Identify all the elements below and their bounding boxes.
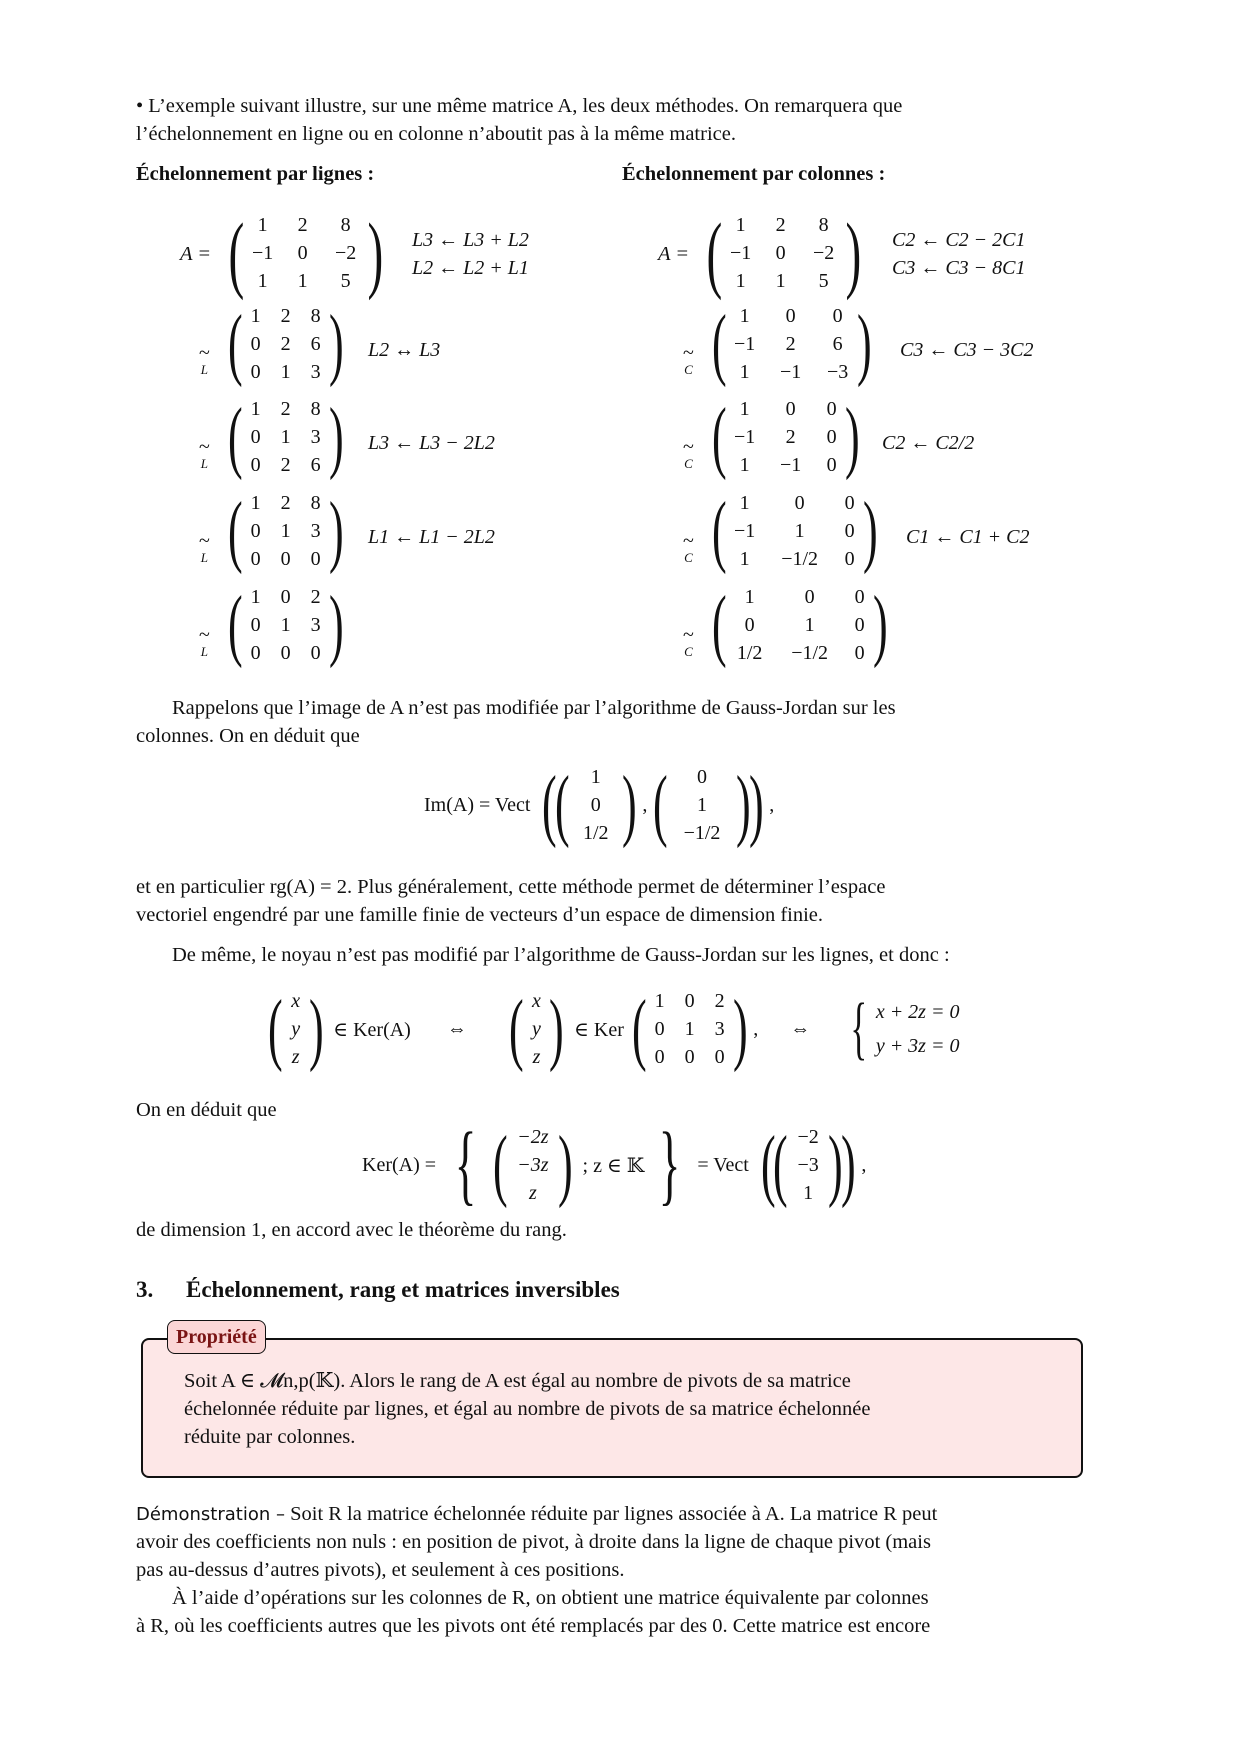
cols-title: Échelonnement par colonnes : (622, 163, 886, 185)
cols-a-eq: A = (658, 243, 690, 265)
proof-line-5: à R, où les coefficients autres que les pivots ont été remplacés par des 0. Cette matrice est encore (136, 1615, 931, 1637)
rows-matrix-1: ( 1 2 8 0 2 6 0 1 3 ) (227, 300, 344, 388)
cols-tilde-4: ~ C (683, 624, 694, 659)
rows-op-1: L2 ← L2 + L1 (412, 257, 529, 279)
rows-matrix-3: ( 1 2 8 0 1 3 0 0 0 ) (227, 487, 344, 575)
property-line-2: échelonnée réduite par lignes, et égal au nombre de pivots de sa matrice échelonnée (184, 1398, 871, 1420)
cols-matrix-2: ( 1 0 0 −1 2 0 1 −1 0 ) (711, 393, 860, 481)
rank-line-2: vectoriel engendré par une famille finie de vecteurs d’un espace de dimension finie. (136, 904, 824, 926)
section-number: 3. (136, 1277, 154, 1302)
section-title: Échelonnement, rang et matrices inversibles (186, 1277, 620, 1302)
cols-tilde-1: ~ C (683, 342, 694, 377)
proof-label: Démonstration – (136, 1504, 285, 1525)
rows-tilde-1: ~ L (199, 342, 210, 377)
rows-tilde-3: ~ L (199, 530, 210, 565)
cols-matrix-0: ( 1 2 8 −1 0 −2 1 1 5 ) (706, 205, 861, 301)
cols-op-3: C2 ← C2/2 (882, 432, 975, 454)
cols-tilde-2: ~ C (683, 436, 694, 471)
proof-line-4: À l’aide d’opérations sur les colonnes de R, on obtient une matrice équivalente par colonnes (172, 1587, 929, 1609)
rows-title: Échelonnement par lignes : (136, 163, 375, 185)
kernel-intro: De même, le noyau n’est pas modifié par l’algorithme de Gauss-Jordan sur les lignes, et donc : (172, 944, 950, 966)
proof-line-2: avoir des coefficients non nuls : en position de pivot, à droite dans la ligne de chaque pivot (mais (136, 1531, 931, 1553)
kernel-set-equation: Ker(A) = { ( −2z −3z z ) ; z ∈ 𝕂 } = Vect ( ( −2 −3 1 ) ) , (362, 1115, 867, 1214)
rows-matrix-4: ( 1 0 2 0 1 3 0 0 0 ) (227, 581, 344, 669)
rank-line-1: et en particulier rg(A) = 2. Plus généralement, cette méthode permet de déterminer l’espace (136, 876, 886, 898)
cols-matrix-3: ( 1 0 0 −1 1 0 1 −1/2 0 ) (711, 487, 878, 575)
rows-a-eq: A = (180, 243, 212, 265)
property-line-3: réduite par colonnes. (184, 1426, 356, 1448)
cols-op-4: C1 ← C1 + C2 (906, 526, 1030, 548)
proof-line-3: pas au-dessus d’autres pivots), et seulement à ces positions. (136, 1559, 625, 1581)
recall-line-1: Rappelons que l’image de A n’est pas modifiée par l’algorithme de Gauss-Jordan sur les (172, 697, 896, 719)
kernel-equation: ( x y z ) ∈ Ker(A) ⇔ ( x y z ) ∈ Ker ( 1 0 2 0 1 3 0 0 0 ) , ⇔ { x + 2z = 0 y + 3z = 0 (267, 985, 960, 1073)
rows-op-0: L3 ← L3 + L2 (412, 229, 529, 251)
rows-op-4: L1 ← L1 − 2L2 (368, 526, 495, 548)
rows-op-3: L3 ← L3 − 2L2 (368, 432, 495, 454)
cols-tilde-3: ~ C (683, 530, 694, 565)
cols-op-0: C2 ← C2 − 2C1 (892, 229, 1026, 251)
rows-op-2: L2 ↔ L3 (368, 339, 441, 361)
cols-op-2: C3 ← C3 − 3C2 (900, 339, 1034, 361)
proof-line-1: Démonstration – Soit R la matrice échelonnée réduite par lignes associée à A. La matrice R peut (136, 1503, 938, 1525)
dimension-line: de dimension 1, en accord avec le théorème du rang. (136, 1219, 567, 1241)
property-line-1: Soit A ∈ 𝓜n,p(𝕂). Alors le rang de A est égal au nombre de pivots de sa matrice (184, 1370, 851, 1392)
cols-matrix-1: ( 1 0 0 −1 2 6 1 −1 −3 ) (711, 300, 872, 388)
cols-matrix-4: ( 1 0 0 0 1 0 1/2 −1/2 0 ) (711, 581, 888, 669)
intro-line-1: • L’exemple suivant illustre, sur une même matrice A, les deux méthodes. On remarquera que (136, 95, 903, 117)
rows-matrix-0: ( 1 2 8 −1 0 −2 1 1 5 ) (228, 205, 383, 301)
cols-op-1: C3 ← C3 − 8C1 (892, 257, 1026, 279)
property-label: Propriété (167, 1320, 266, 1354)
image-equation: Im(A) = Vect ( ( 1 0 1/2 ) , ( 0 1 −1/2 ) ) , (424, 761, 775, 849)
recall-line-2: colonnes. On en déduit que (136, 725, 360, 747)
deduce-line: On en déduit que (136, 1099, 277, 1121)
rows-tilde-4: ~ L (199, 624, 210, 659)
rows-matrix-2: ( 1 2 8 0 1 3 0 2 6 ) (227, 393, 344, 481)
intro-line-2: l’échelonnement en ligne ou en colonne n’aboutit pas à la même matrice. (136, 123, 736, 145)
rows-tilde-2: ~ L (199, 436, 210, 471)
